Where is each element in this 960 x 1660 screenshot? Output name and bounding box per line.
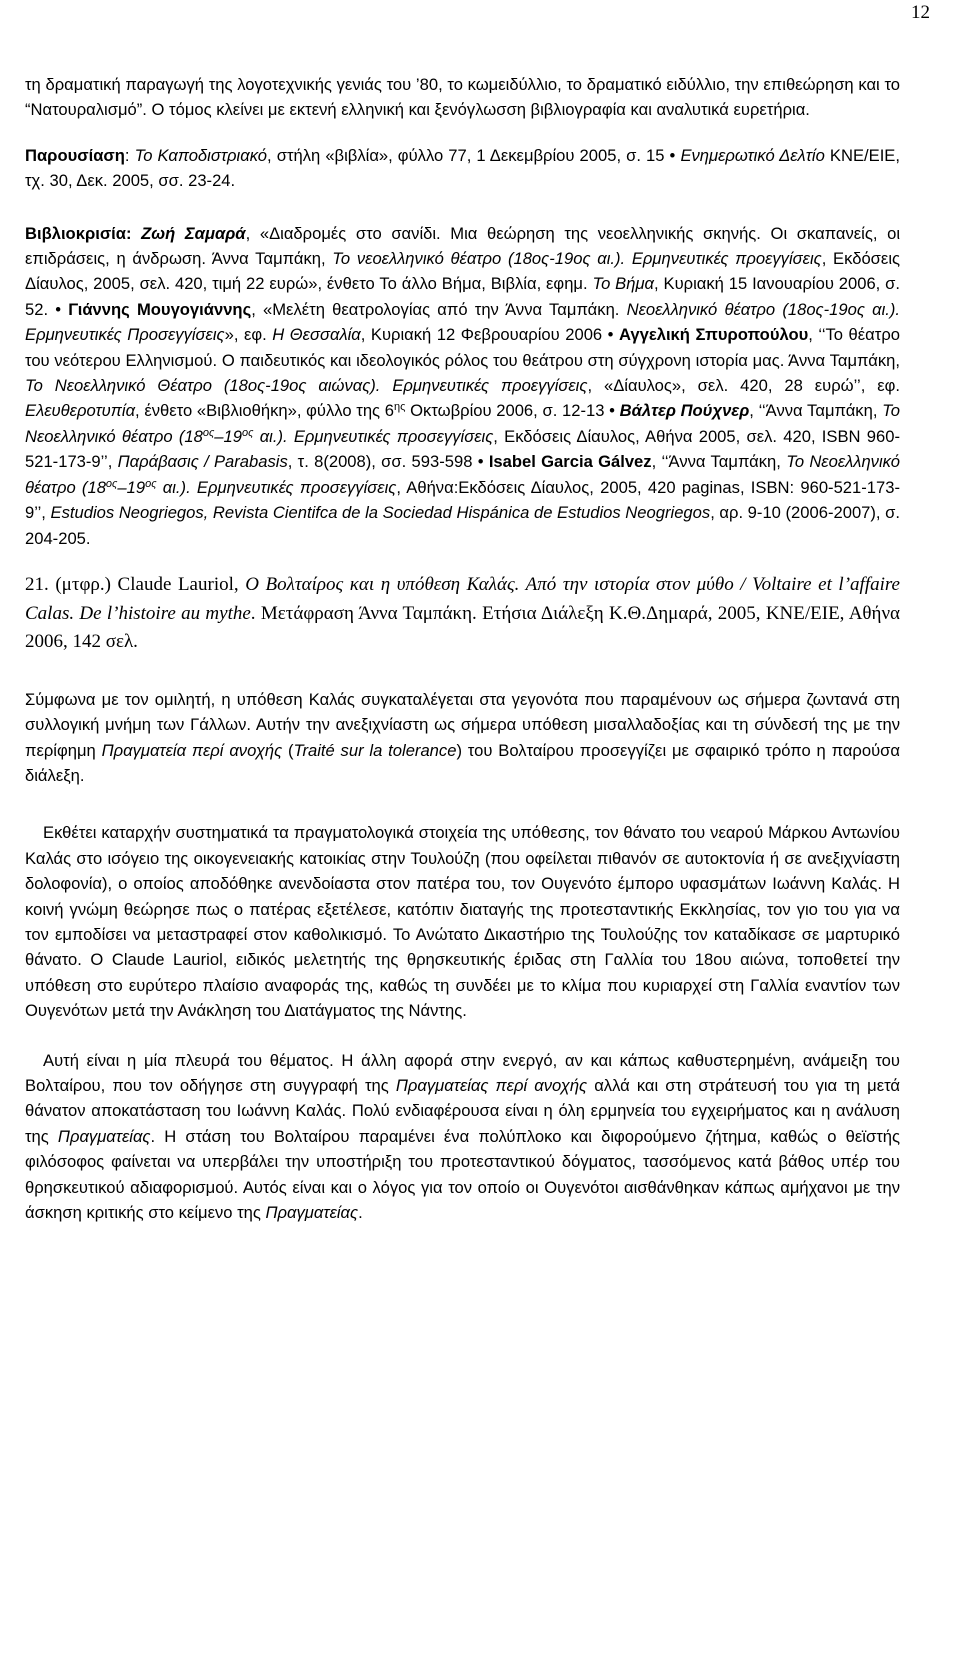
- text: ΚΝΕ/ΕΙΕ, τχ. 30, Δεκ. 2005, σσ. 23-24.: [25, 145, 900, 191]
- document-body: [25, 72, 900, 1225]
- text: , «Μελέτη θεατρολογίας από την Άννα Ταμπάκη.: [251, 299, 627, 319]
- paragraph-item-21: [25, 571, 900, 657]
- text: , «Διαδρομές στο σανίδι. Μια θεώρηση της νεοελληνικής σκηνής. Οι σκαπανείς, οι επιδράσεις, η άνδρωση. Άννα Ταμπάκη,: [25, 223, 901, 269]
- text: Νεοελληνικό θέατρο (18ος-19ος αι.). Ερμηνευτικές Προσεγγίσεις: [25, 299, 901, 345]
- text: τη δραματική παραγωγή της λογοτεχνικής γενιάς του ’80, το κωμειδύλλιο, το δραματικό ειδύλλιο, την επιθεώρηση και το “Νατουραλισμό”. Ο τόμος κλείνει με εκτενή ελληνική και ξενόγλωσση βιβλιογραφία και αναλυτικά ευρετήρια.: [25, 75, 900, 120]
- paragraph-facts: [25, 820, 900, 1023]
- text: Το Νεοελληνικό Θέατρο (18ος-19ος αιώνας). Ερμηνευτικές προεγγίσεις: [25, 376, 588, 396]
- text: .: [358, 1203, 363, 1222]
- text: , «Δίαυλος», σελ. 420, 28 ευρώ’’, εφ.: [587, 376, 900, 396]
- text: Πραγματείας: [265, 1203, 359, 1222]
- text: ος: [202, 426, 215, 439]
- text: Το Νεοελληνικό θέατρο (18: [25, 401, 900, 446]
- text: , ‘‘Άννα Ταμπάκη,: [651, 452, 787, 472]
- text: . Η στάση του Βολταίρου παραμένει ένα πολύπλοκο και διφορούμενο ζήτημα, καθώς ο θεϊστής φιλόσοφος φαίνεται να υπερβάλει την υποστήριξη του προτεσταντικού δόγματος, τασσόμενος κατά βάθος υπέρ του θρησκευτικού αδιαφορισμού. Αυτός είναι και ο λόγος για τον οποίο οι Ουγενότοι αισθάνθηκαν κάπως αμήχανοι με την άσκηση κριτικής στο κείμενο της: [25, 1126, 900, 1222]
- paragraph-voltaire: [25, 1048, 900, 1226]
- text: ος: [145, 477, 157, 490]
- text: αι.). Ερμηνευτικές προσεγγίσεις: [156, 477, 397, 497]
- text: –19: [117, 477, 146, 497]
- text: Το νεοελληνικό θέατρο (18ος-19ος αι.). Ερμηνευτικές προεγγίσεις: [332, 249, 822, 269]
- text: ος: [241, 426, 254, 439]
- text: Γιάννης Μουγογιάννης: [68, 299, 252, 319]
- text: Το Βήμα: [592, 274, 655, 294]
- text: Το Νεοελληνικό θέατρο (18: [25, 452, 900, 497]
- text: , ένθετο «Βιβλιοθήκη», φύλλο της 6: [135, 401, 394, 421]
- text: », εφ.: [224, 325, 273, 345]
- text: , Αθήνα:Εκδόσεις Δίαυλος, 2005, 420 paginas, ISBN: 960-521-173-9’’,: [25, 477, 900, 523]
- text: Αγγελική Σπυροπούλου: [619, 325, 809, 345]
- text: Βάλτερ Πούχνερ: [619, 401, 750, 421]
- text: Πραγματείας: [57, 1126, 151, 1146]
- text: , ‘‘Άννα Ταμπάκη,: [749, 401, 883, 421]
- text: , αρ. 9-10 (2006-2007), σ. 204-205.: [25, 503, 901, 548]
- text: , τ. 8(2008), σσ. 593-598 •: [287, 452, 489, 472]
- text: . Μετάφραση Άννα Ταμπάκη. Ετήσια Διάλεξη Κ.Θ.Δημαρά, 2005, ΚΝΕ/ΕΙΕ, Αθήνα 2006, 142 σελ.: [25, 602, 900, 653]
- text: Ο Βολταίρος και η υπόθεση Καλάς. Από την ιστορία στον μύθο / Voltaire et l’affaire Calas. De l’histoire au mythe: [25, 573, 900, 624]
- text: αλλά και στη στράτευσή του για τη μετά θάνατον αποκατάσταση του Ιωάννη Καλάς. Πολύ ενδιαφέρουσα είναι η όλη ερμηνεία του εγχειρήματος και η ανάλυση της: [25, 1075, 901, 1146]
- text: Πραγματεία περί ανοχής: [101, 740, 283, 760]
- text: Παράβασις / Parabasis: [117, 452, 288, 472]
- text: Ζωή Σαμαρά: [141, 223, 246, 243]
- paragraph-presentation: [25, 143, 900, 194]
- text: Isabel Garcia Gálvez: [488, 452, 652, 472]
- text: :: [124, 145, 135, 165]
- text: , Κυριακή 15 Ιανουαρίου 2006, σ. 52. •: [25, 274, 900, 319]
- text: , Εκδόσεις Δίαυλος, 2005, σελ. 420, τιμή 22 ευρώ», ένθετο Το άλλο Βήμα, Βιβλία, εφημ.: [25, 249, 901, 294]
- text: Οκτωβρίου 2006, σ. 12-13 •: [405, 401, 620, 421]
- text: Η Θεσσαλία: [272, 325, 361, 345]
- text: Πραγματείας περί ανοχής: [395, 1075, 588, 1095]
- text: Traité sur la tolerance: [293, 740, 457, 760]
- text: , ‘‘Το θέατρο του νεότερου Ελληνισμού. Ο παιδευτικός και ιδεολογικός ρόλος του θεάτρου στη σύγχρονη ιστορία μας. Άννα Ταμπάκη,: [25, 325, 901, 370]
- paragraph-1: [25, 72, 900, 123]
- paragraph-reviews: [25, 221, 900, 551]
- text: 21. (μτφρ.) Claude Lauriol,: [25, 573, 246, 595]
- text: , Κυριακή 12 Φεβρουαρίου 2006 •: [360, 325, 620, 345]
- text: Ενημερωτικό Δελτίο: [680, 145, 825, 165]
- text: (: [282, 740, 294, 760]
- text: , στήλη «βιβλία», φύλλο 77, 1 Δεκεμβρίου 2005, σ. 15 •: [267, 145, 681, 165]
- text: Εκθέτει καταρχήν συστηματικά τα πραγματολογικά στοιχεία της υπόθεσης, τον θάνατο του νεαρού Μάρκου Αντωνίου Καλάς στο ισόγειο της οικογενειακής κατοικίας στην Τουλούζη (που οφείλεται πιθανόν σε αυτοκτονία ή σε ανεξιχνίαστη δολοφονία), ο οποίος αποδόθηκε ανενδοίαστα στον πατέρα του, τον Ουγενότο έμπορο υφασμάτων Ιωάννη Καλάς. Η κοινή γνώμη θεώρησε πως ο πατέρας εξετέλεσε, κατόπιν διαταγής της προτεσταντικής Εκκλησίας, τον γιο του για να τον εμποδίσει να μεταστραφεί στον καθολικισμό. Το Ανώτατο Δικαστήριο της Τουλούζης τον καταδίκασε σε μαρτυρικό θάνατο. Ο Claude Lauriol, ειδικός μελετητής της θρησκευτικής έριδας στη Γαλλία του 18ου αιώνα, τοποθετεί την υπόθεση στο ευρύτερο πλαίσιο αναφοράς της, καθώς τη συνδέει με το κλίμα που κυριαρχεί στη Γαλλία εναντίον των Ουγενότων μετά την Ανάκληση του Διατάγματος της Νάντης.: [25, 823, 900, 1021]
- text: ης: [393, 401, 406, 414]
- text: αι.). Ερμηνευτικές προσεγγίσεις: [253, 426, 494, 446]
- text: –19: [214, 426, 242, 446]
- paragraph-summary: [25, 687, 900, 789]
- text: ) του Βολταίρου προσεγγίζει με σφαιρικό τρόπο η παρούσα διάλεξη.: [25, 740, 900, 785]
- text: Estudios Neogriegos, Revista Cientifca de la Sociedad Hispánica de Estudios Neogriegos: [50, 503, 711, 523]
- text: ος: [105, 477, 118, 490]
- text: Ελευθεροτυπία: [25, 401, 136, 421]
- text: Σύμφωνα με τον ομιλητή, η υπόθεση Καλάς συγκαταλέγεται στα γεγονότα που παραμένουν ως σήμερα ζωντανά στη συλλογική μνήμη των Γάλλων. Αυτήν την ανεξιχνίαστη ως σήμερα υπόθεση μισαλλαδοξίας και τη σύνδεσή της με την περίφημη: [25, 689, 900, 760]
- text: Βιβλιοκρισία:: [25, 223, 142, 243]
- text: Παρουσίαση: [25, 145, 125, 165]
- text: Το Καποδιστριακό: [134, 145, 268, 165]
- text: , Εκδόσεις Δίαυλος, Αθήνα 2005, σελ. 420, ISBN 960-521-173-9’’,: [25, 426, 900, 472]
- page-number: 12: [911, 2, 930, 23]
- text: Αυτή είναι η μία πλευρά του θέματος. Η άλλη αφορά στην ενεργό, αν και κάπως καθυστερημένη, ανάμειξη του Βολταίρου, που τον οδήγησε στη συγγραφή της: [25, 1050, 900, 1095]
